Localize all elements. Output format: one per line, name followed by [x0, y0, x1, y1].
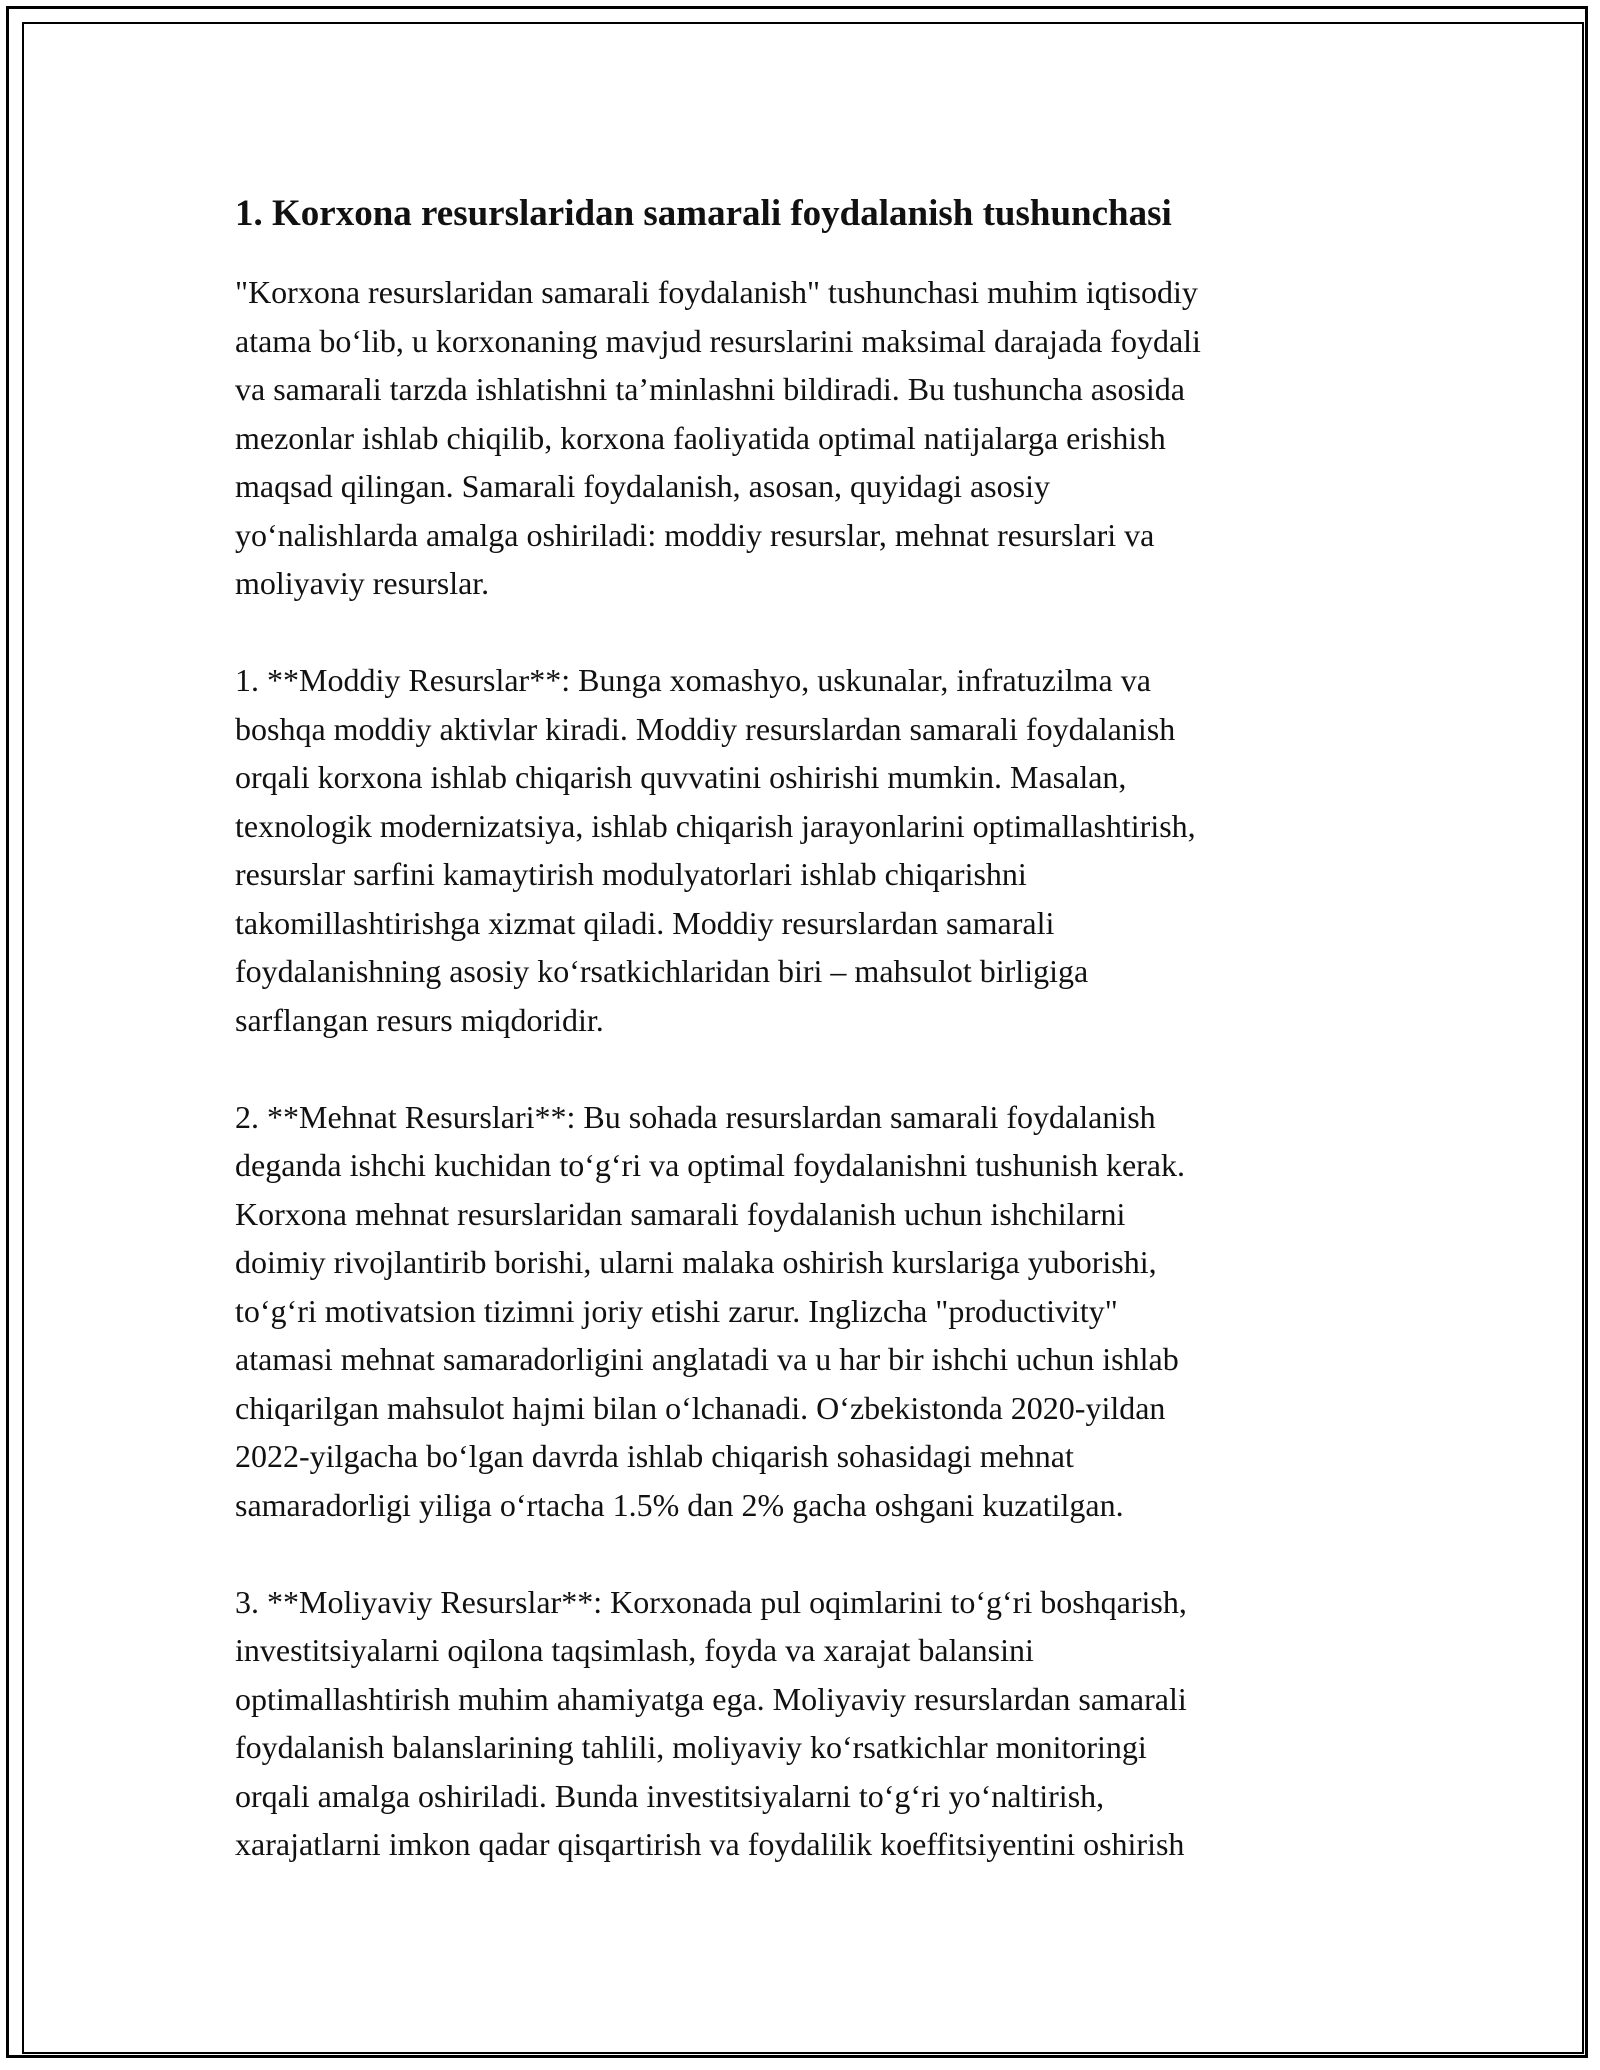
document-title: 1. Korxona resurslaridan samarali foydalanish tushunchasi: [235, 193, 1172, 234]
labor-resources-paragraph: 2. **Mehnat Resurslari**: Bu sohada resurslardan samarali foydalanish deganda ishchi kuchidan to‘g‘ri va optimal foydalanishni tushunish kerak. Korxona mehnat resurslaridan samarali foydalanish uchun ishchilarni doimiy rivojlantirib borishi, ularni malaka oshirish kurslariga yuborishi, to‘g‘ri motivatsion tizimni joriy etishi zarur. Inglizcha "productivity" atamasi mehnat samaradorligini anglatadi va u har bir ishchi uchun ishlab chiqarilgan mahsulot hajmi bilan o‘lchanadi. O‘zbekistonda 2020-yildan 2022-yilgacha bo‘lgan davrda ishlab chiqarish sohasidagi mehnat samaradorligi yiliga o‘rtacha 1.5% dan 2% gacha oshgani kuzatilgan.: [235, 1098, 1185, 1523]
document-body: [235, 186, 1365, 1869]
intro-paragraph: "Korxona resurslaridan samarali foydalanish" tushunchasi muhim iqtisodiy atama bo‘lib, u korxonaning mavjud resurslarini maksimal darajada foydali va samarali tarzda ishlatishni ta’minlashni bildiradi. Bu tushuncha asosida mezonlar ishlab chiqilib, korxona faoliyatida optimal natijalarga erishish maqsad qilingan. Samarali foydalanish, asosan, quyidagi asosiy yo‘nalishlarda amalga oshiriladi: moddiy resurslar, mehnat resurslari va moliyaviy resurslar.: [235, 274, 1201, 601]
material-resources-paragraph: 1. **Moddiy Resurslar**: Bunga xomashyo, uskunalar, infratuzilma va boshqa moddiy aktivlar kiradi. Moddiy resurslardan samarali foydalanish orqali korxona ishlab chiqarish quvvatini oshirishi mumkin. Masalan, texnologik modernizatsiya, ishlab chiqarish jarayonlarini optimallashtirish, resurslar sarfini kamaytirish modulyatorlari ishlab chiqarishni takomillashtirishga xizmat qiladi. Moddiy resurslardan samarali foydalanishning asosiy ko‘rsatkichlaridan biri – mahsulot birligiga sarflangan resurs miqdoridir.: [235, 662, 1196, 1038]
financial-resources-paragraph: 3. **Moliyaviy Resurslar**: Korxonada pul oqimlarini to‘g‘ri boshqarish, investitsiyalarni oqilona taqsimlash, foyda va xarajat balansini optimallashtirish muhim ahamiyatga ega. Moliyaviy resurslardan samarali foydalanish balanslarining tahlili, moliyaviy ko‘rsatkichlar monitoringi orqali amalga oshiriladi. Bunda investitsiyalarni to‘g‘ri yo‘naltirish, xarajatlarni imkon qadar qisqartirish va foydalilik koeffitsiyentini oshirish: [235, 1583, 1187, 1862]
